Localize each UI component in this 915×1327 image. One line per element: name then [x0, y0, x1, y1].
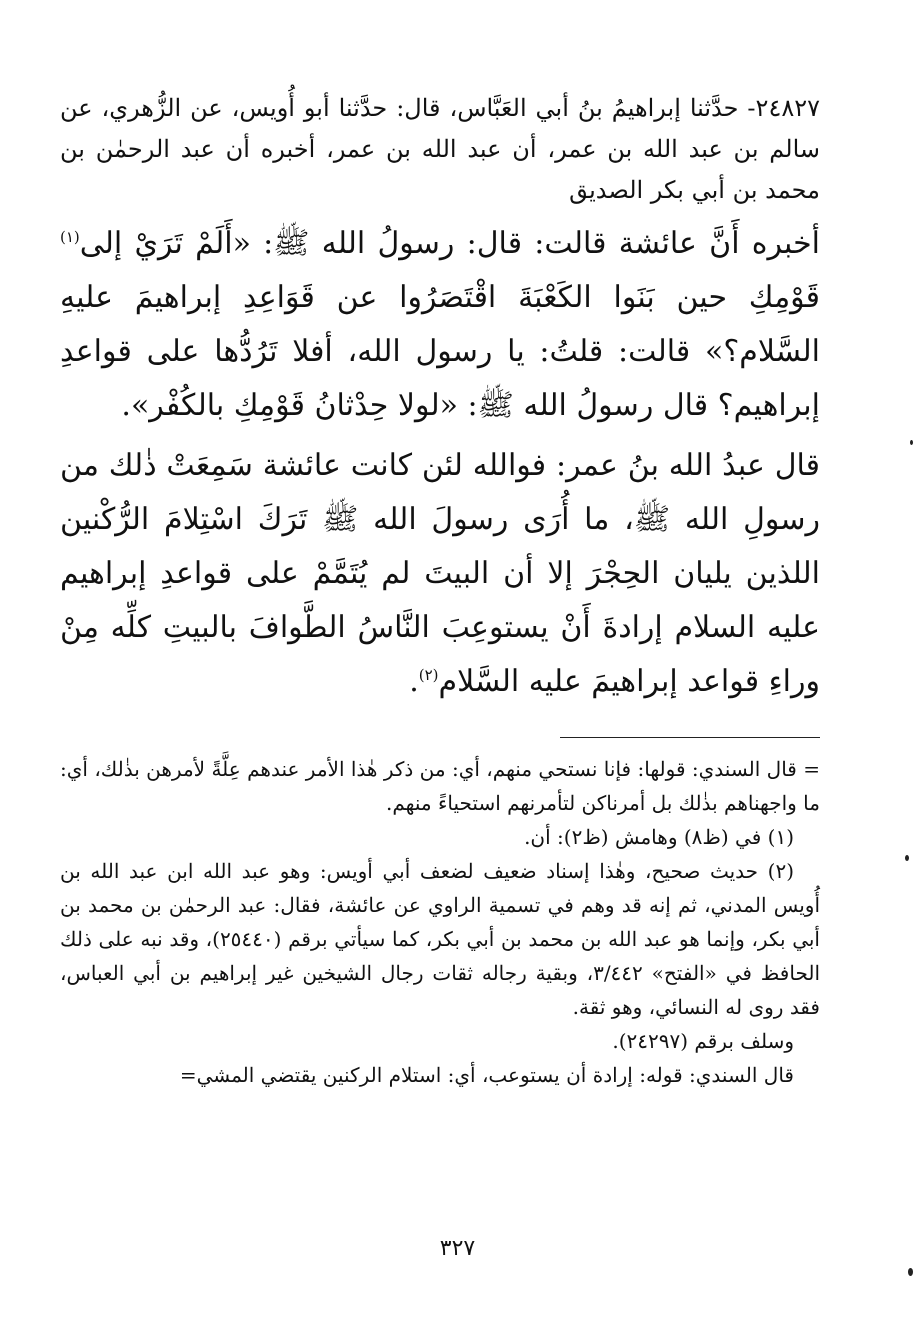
footnote-ref-1[interactable]: (١) [60, 228, 80, 246]
footnote-1: (١) في (ظ٨) وهامش (ظ٢): أن. [524, 825, 794, 849]
footnote-2: (٢) حديث صحيح، وهٰذا إسناد ضعيف لضعف أبي أويس: وهو عبد الله ابن عبد الله بن أُويس المدني، ثم إنه قد وهم في تسمية الراوي عن عائشة، فقال: عبد الرحمٰن بن محمد بن أبي بكر، وإنما هو عبد الله بن محمد بن أبي بكر، كما سيأتي برقم (٢٥٤٤٠)، وقد نبه على ذلك الحافظ في «الفتح» ٣/٤٤٢، وبقية رجاله ثقات رجال الشيخين غير إبراهيم بن أبي العباس، فقد روى له النسائي، وهو ثقة. [60, 859, 820, 1019]
scan-speck [910, 440, 913, 445]
matn-text-1-continued: قَوْمِكِ حين بَنَوا الكَعْبَةَ اقْتَصَرُوا عن قَوَاعِدِ إبراهيمَ عليهِ السَّلام؟» قالت: قلتُ: يا رسول الله، أفلا تَرُدُّها على قواعدِ إبراهيم؟ قال رسولُ الله ﷺ: «لولا حِدْثانُ قَوْمِكِ بالكُفْر». [60, 280, 820, 423]
hadith-matn-paragraph-2 [60, 439, 820, 709]
footnote-sindi: قال السندي: قوله: إرادة أن يستوعب، أي: استلام الركنين يقتضي المشي= [179, 1063, 794, 1087]
matn-text-2: قال عبدُ الله بنُ عمر: فوالله لئن كانت عائشة سَمِعَتْ ذٰلك من رسولِ الله ﷺ، ما أُرَى رسولَ الله ﷺ تَرَكَ اسْتِلامَ الرُّكْنين اللذين يليان الحِجْرَ إلا أن البيتَ لم يُتَمَّمْ على قواعدِ إبراهيم عليه السلام إرادةَ أَنْ يستوعِبَ النَّاسُ الطَّوافَ بالبيتِ كلِّه مِنْ وراءِ قواعد إبراهيمَ عليه السَّلام [60, 448, 820, 699]
footnote-ref-2[interactable]: (٢) [418, 666, 439, 684]
main-text [60, 88, 820, 709]
scan-speck [905, 855, 909, 861]
hadith-isnad: ٢٤٨٢٧- حدَّثنا إبراهيمُ بنُ أبي العَبَّاس، قال: حدَّثنا أبو أُويس، عن الزُّهري، عن سالم بن عبد الله بن عمر، أن عبد الله بن عمر، أخبره أن عبد الرحمٰن بن محمد بن أبي بكر الصديق [60, 94, 820, 204]
scan-speck [908, 1268, 913, 1276]
page-number: ٣٢٧ [439, 1236, 476, 1261]
footnote-2-reference: وسلف برقم (٢٤٢٩٧). [612, 1029, 794, 1053]
matn-text-2-end: . [409, 664, 419, 699]
footnote-continued: = قال السندي: قولها: فإنا نستحي منهم، أي: من ذكر هٰذا الأمر عندهم عِلَّةً لأمرهن بذٰلك، أي: ما واجهناهم بذٰلك بل أمرناكن لتأمرنهم استحياءً منهم. [60, 757, 820, 815]
footnotes-section [60, 752, 820, 1092]
hadith-matn-paragraph-1 [60, 217, 820, 433]
footnote-divider [560, 737, 820, 738]
matn-text-1: أخبره أَنَّ عائشة قالت: قال: رسولُ الله ﷺ: «أَلَمْ تَرَيْ إلى [79, 226, 820, 261]
